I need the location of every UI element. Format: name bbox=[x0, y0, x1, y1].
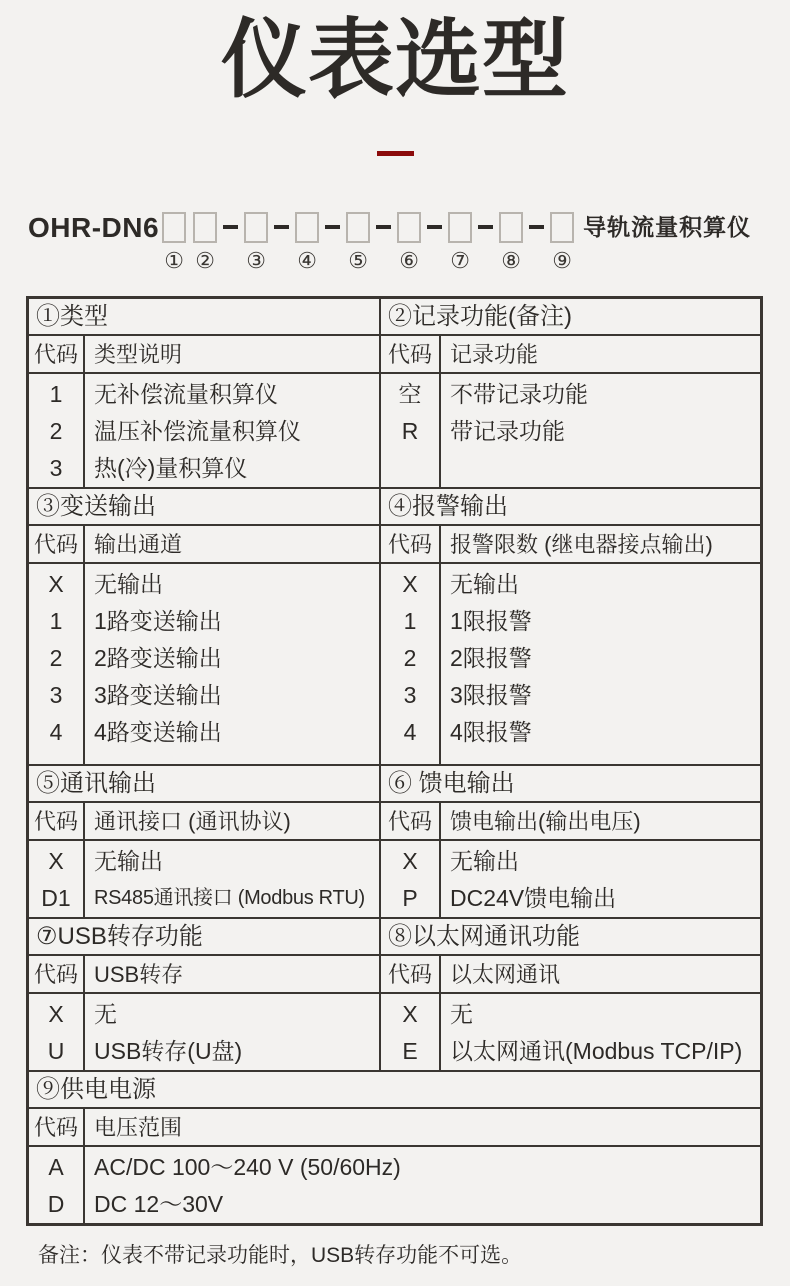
code-column-header: 代码 bbox=[29, 956, 83, 994]
code-column-header: 代码 bbox=[29, 803, 83, 841]
desc-cell: 1限报警 bbox=[450, 607, 532, 634]
dash-separator bbox=[325, 225, 340, 229]
desc-column-header: 记录功能 bbox=[441, 336, 760, 374]
desc-cell: 无输出 bbox=[450, 570, 519, 597]
section-title: ⑥ 馈电输出 bbox=[381, 766, 760, 803]
desc-cell: 无补偿流量积算仪 bbox=[94, 380, 278, 407]
code-cell: 1 bbox=[49, 607, 63, 634]
desc-cell: 无 bbox=[94, 1000, 117, 1027]
code-cell: 2 bbox=[49, 644, 63, 671]
code-column-header: 代码 bbox=[381, 803, 439, 841]
code-box bbox=[193, 212, 217, 243]
code-box bbox=[550, 212, 574, 243]
desc-cell: 1路变送输出 bbox=[94, 607, 222, 634]
code-box bbox=[295, 212, 319, 243]
code-cell: X bbox=[402, 847, 418, 874]
code-box bbox=[499, 212, 523, 243]
selection-table bbox=[26, 296, 763, 1226]
desc-cell: 以太网通讯(Modbus TCP/IP) bbox=[450, 1037, 743, 1064]
dash-separator bbox=[223, 225, 238, 229]
desc-column-header: 通讯接口 (通讯协议) bbox=[85, 803, 379, 841]
section-record bbox=[381, 299, 760, 487]
model-prefix: OHR-DN6 bbox=[28, 211, 160, 243]
desc-cell: 带记录功能 bbox=[450, 417, 565, 444]
desc-column-header: 输出通道 bbox=[85, 526, 379, 564]
position-number: ⑦ bbox=[450, 248, 470, 274]
position-number: ① bbox=[164, 248, 184, 274]
code-cell: X bbox=[48, 1000, 64, 1027]
code-cell: P bbox=[402, 884, 418, 911]
desc-cell: 温压补偿流量积算仪 bbox=[94, 417, 301, 444]
code-cell: D bbox=[47, 1190, 65, 1217]
model-position-9 bbox=[550, 212, 574, 273]
section-transmit-output bbox=[29, 487, 381, 764]
code-cell: R bbox=[401, 417, 419, 444]
desc-cell: 2限报警 bbox=[450, 644, 532, 671]
code-column-header: 代码 bbox=[29, 336, 83, 374]
desc-cell: 无输出 bbox=[94, 847, 163, 874]
desc-cell: DC 12～30V bbox=[94, 1190, 224, 1217]
section-ethernet-function bbox=[381, 917, 760, 1070]
code-column-header: 代码 bbox=[381, 956, 439, 994]
desc-cell: 无 bbox=[450, 1000, 473, 1027]
code-cell: 空 bbox=[398, 380, 422, 407]
desc-cell: 3路变送输出 bbox=[94, 681, 222, 708]
code-column-header: 代码 bbox=[381, 526, 439, 564]
code-cell: U bbox=[47, 1037, 65, 1064]
desc-cell: USB转存(U盘) bbox=[94, 1037, 243, 1064]
desc-cell: 4限报警 bbox=[450, 718, 532, 745]
section-alarm-output bbox=[381, 487, 760, 764]
desc-column-header: 类型说明 bbox=[85, 336, 379, 374]
model-position-3 bbox=[244, 212, 268, 273]
desc-cell: AC/DC 100～240 V (50/60Hz) bbox=[94, 1153, 401, 1180]
section-title: ④报警输出 bbox=[381, 489, 760, 526]
footnote: 备注：仪表不带记录功能时，USB转存功能不可选。 bbox=[38, 1243, 523, 1267]
section-title: ⑨供电电源 bbox=[29, 1072, 760, 1109]
position-number: ④ bbox=[297, 248, 317, 274]
desc-cell: 无输出 bbox=[94, 570, 163, 597]
dash-separator bbox=[376, 225, 391, 229]
code-column-header: 代码 bbox=[381, 336, 439, 374]
position-number: ③ bbox=[246, 248, 266, 274]
code-box bbox=[162, 212, 186, 243]
code-cell: 1 bbox=[403, 607, 417, 634]
code-box bbox=[448, 212, 472, 243]
model-position-2 bbox=[193, 212, 217, 273]
section-title: ①类型 bbox=[29, 299, 379, 336]
desc-cell: 4路变送输出 bbox=[94, 718, 222, 745]
dash-separator bbox=[478, 225, 493, 229]
code-cell: 4 bbox=[49, 718, 63, 745]
dash-separator bbox=[529, 225, 544, 229]
accent-dash bbox=[377, 151, 414, 156]
desc-cell: 3限报警 bbox=[450, 681, 532, 708]
model-code-line bbox=[28, 212, 790, 273]
code-cell: A bbox=[48, 1153, 64, 1180]
page-title: 仪表选型 bbox=[221, 12, 569, 108]
section-title: ⑤通讯输出 bbox=[29, 766, 379, 803]
code-cell: X bbox=[402, 570, 418, 597]
section-title: ⑧以太网通讯功能 bbox=[381, 919, 760, 956]
code-cell: E bbox=[402, 1037, 418, 1064]
desc-column-header: 电压范围 bbox=[85, 1109, 760, 1147]
model-position-4 bbox=[295, 212, 319, 273]
model-position-1 bbox=[162, 212, 186, 273]
dash-separator bbox=[274, 225, 289, 229]
code-cell: 3 bbox=[49, 681, 63, 708]
desc-cell: RS485通讯接口 (Modbus RTU) bbox=[94, 886, 365, 909]
section-title: ②记录功能(备注) bbox=[381, 299, 760, 336]
section-comm-output bbox=[29, 764, 381, 917]
section-power-supply bbox=[29, 1070, 760, 1223]
code-cell: X bbox=[48, 570, 64, 597]
code-cell: 4 bbox=[403, 718, 417, 745]
code-column-header: 代码 bbox=[29, 526, 83, 564]
dash-separator bbox=[427, 225, 442, 229]
code-box bbox=[397, 212, 421, 243]
desc-cell: 无输出 bbox=[450, 847, 519, 874]
position-number: ⑥ bbox=[399, 248, 419, 274]
code-cell: 2 bbox=[49, 417, 63, 444]
position-number: ⑨ bbox=[552, 248, 572, 274]
position-number: ⑧ bbox=[501, 248, 521, 274]
position-number: ⑤ bbox=[348, 248, 368, 274]
code-cell: 2 bbox=[403, 644, 417, 671]
position-number: ② bbox=[195, 248, 215, 274]
code-box bbox=[244, 212, 268, 243]
section-loop-power-output bbox=[381, 764, 760, 917]
model-suffix: 导轨流量积算仪 bbox=[583, 213, 752, 240]
desc-cell: DC24V馈电输出 bbox=[450, 884, 617, 911]
desc-cell: 热(冷)量积算仪 bbox=[94, 454, 248, 481]
section-type bbox=[29, 299, 381, 487]
desc-column-header: 馈电输出(输出电压) bbox=[441, 803, 760, 841]
desc-column-header: 以太网通讯 bbox=[441, 956, 760, 994]
section-usb-function bbox=[29, 917, 381, 1070]
code-cell: 1 bbox=[49, 380, 63, 407]
model-position-5 bbox=[346, 212, 370, 273]
model-position-8 bbox=[499, 212, 523, 273]
section-title: ⑦USB转存功能 bbox=[29, 919, 379, 956]
code-column-header: 代码 bbox=[29, 1109, 83, 1147]
code-box bbox=[346, 212, 370, 243]
desc-cell: 2路变送输出 bbox=[94, 644, 222, 671]
model-position-7 bbox=[448, 212, 472, 273]
section-title: ③变送输出 bbox=[29, 489, 379, 526]
code-cell: X bbox=[402, 1000, 418, 1027]
code-cell: 3 bbox=[49, 454, 63, 481]
model-position-6 bbox=[397, 212, 421, 273]
desc-cell: 不带记录功能 bbox=[450, 380, 588, 407]
desc-column-header: 报警限数 (继电器接点输出) bbox=[441, 526, 760, 564]
code-cell: X bbox=[48, 847, 64, 874]
desc-column-header: USB转存 bbox=[85, 956, 379, 994]
code-cell: 3 bbox=[403, 681, 417, 708]
code-cell: D1 bbox=[41, 884, 71, 911]
